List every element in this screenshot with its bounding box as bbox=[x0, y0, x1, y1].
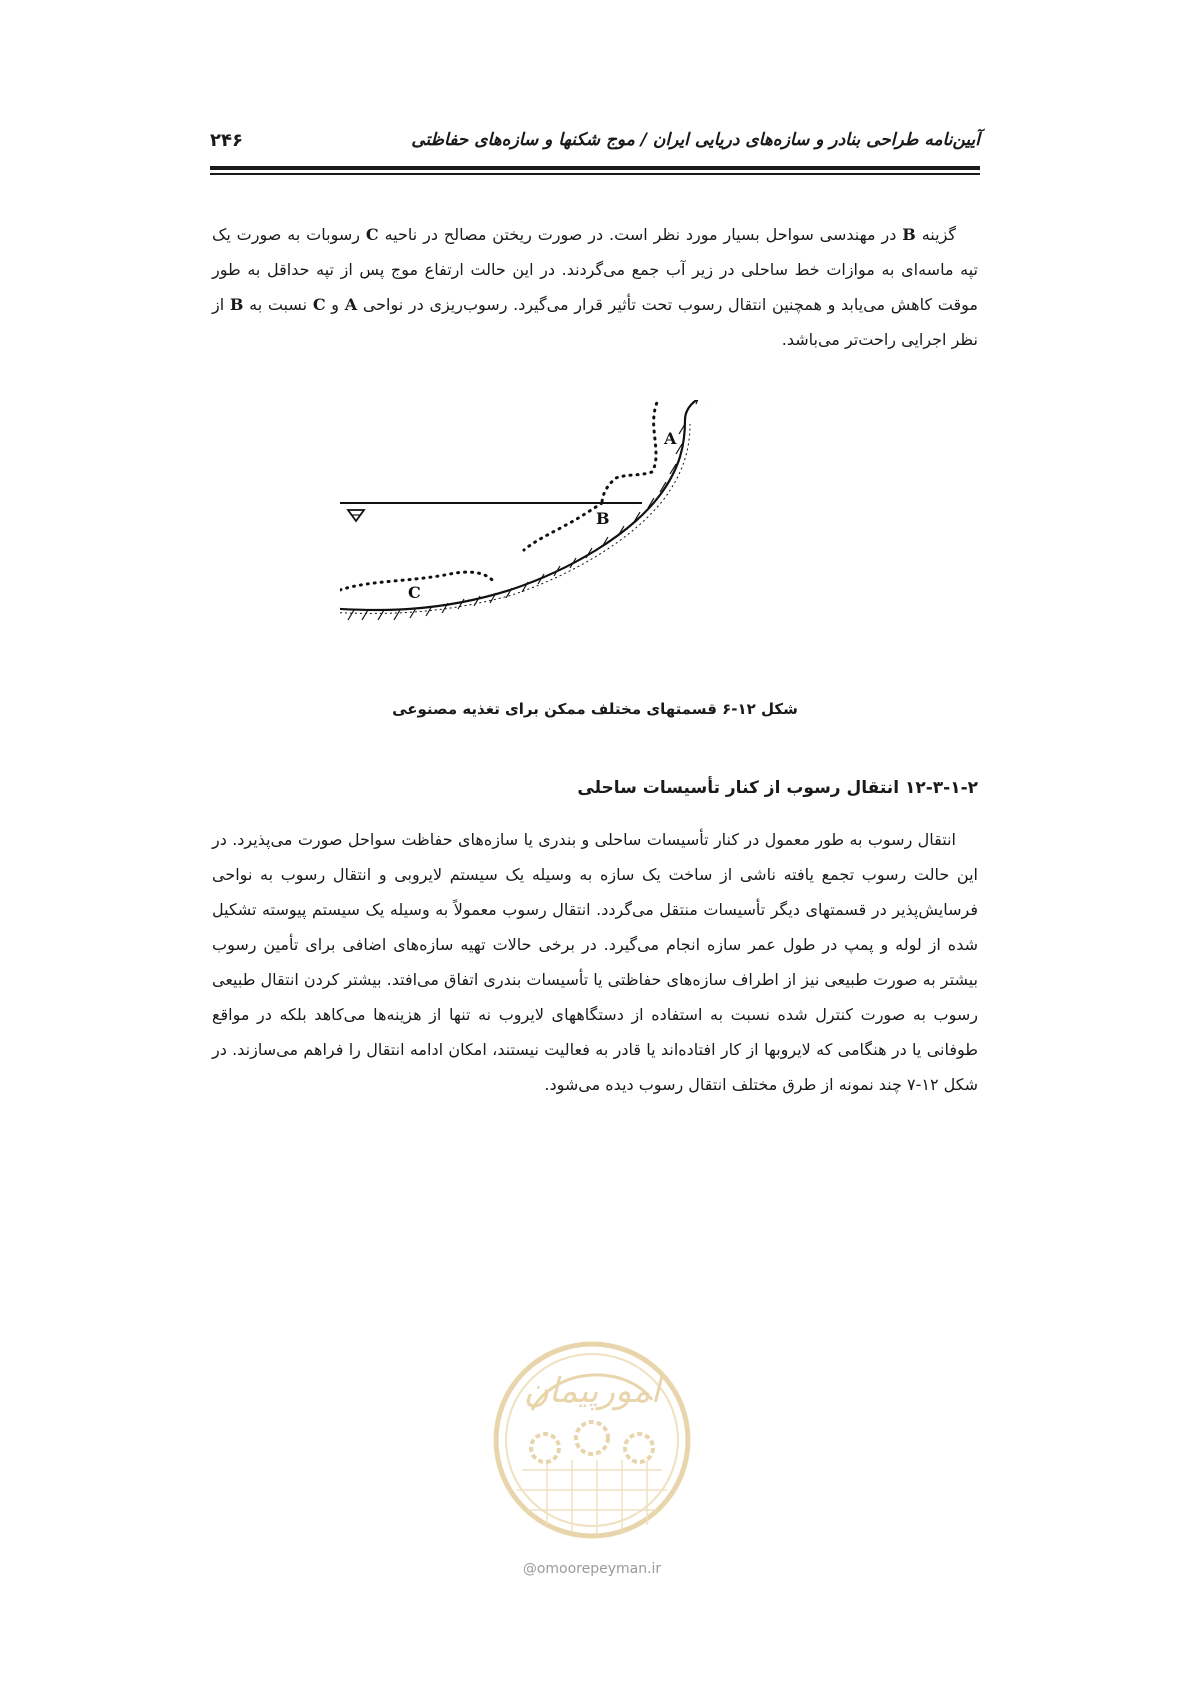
label-a: A bbox=[664, 429, 677, 448]
label-c: C bbox=[408, 583, 421, 602]
p2-text: انتقال رسوب به طور معمول در کنار تأسیسات ساحلی و بندری یا سازه‌های حفاظت سواحل صورت می‌پذیرد. در این حالت رسوب تجمع یافته ناشی از ساخت یک سازه به وسیله یک سیستم لایروبی و انتقال رسوب به نواحی فرسایش‌پذیر در قسمتهای دیگر تأسیسات منتقل می‌گردد. انتقال رسوب معمولاً به وسیله یک سیستم پیوسته تشکیل شده از لوله و پمپ در طول عمر سازه انجام می‌گیرد. در برخی حالات تهیه سازه‌های اضافی برای تأمین رسوب بیشتر به صورت طبیعی نیز از اطراف سازه‌های حفاظتی یا تأسیسات بندری اتفاق می‌افتد. بیشتر کردن انتقال طبیعی رسوب به صورت کنترل شده نسبت به استفاده از دستگاههای لایروب نه تنها از هزینه‌ها می‌کاهد بلکه در مواقع طوفانی یا در هنگامی که لایروبها از کار افتاده‌اند یا قادر به فعالیت نیستند، امکان ادامه انتقال را فراهم می‌سازند. در شکل ۱۲-۷ چند نمونه از طرق مختلف انتقال رسوب دیده می‌شود. bbox=[211, 830, 978, 1094]
p1-seg-3: رسوبات به صورت یک تپه ماسه‌ای به موازات خط ساحلی در زیر آب جمع می‌گردند. در این حالت ارتفاع موج پس از تپه حداقل به طور موقت کاهش می‌یابد و همچنین انتقال رسوب تحت تأثیر قرار می‌گیرد. رسوب‌ریزی در نواحی bbox=[212, 225, 979, 314]
p1-seg-1: گزینه bbox=[921, 225, 957, 244]
fill-zone-a bbox=[602, 400, 670, 503]
beach-profile-diagram bbox=[340, 400, 840, 680]
fill-zone-b bbox=[524, 503, 602, 550]
paragraph-1 bbox=[212, 217, 978, 357]
p1-seg-5: نسبت به bbox=[249, 295, 308, 314]
watermark-url: @omoorepeyman.ir bbox=[522, 1561, 662, 1577]
p1-letter-a-2: A bbox=[344, 295, 358, 314]
paragraph-2 bbox=[212, 822, 978, 1102]
header-title: آیین‌نامه طراحی بنادر و سازه‌های دریایی ایران / موج شکنها و سازه‌های حفاظتی bbox=[411, 130, 980, 150]
figure-caption: شکل ۱۲-۶ قسمتهای مختلف ممکن برای تغذیه مصنوعی bbox=[392, 700, 798, 718]
p1-seg-4: و bbox=[331, 295, 339, 314]
beach-nourishment-figure bbox=[340, 400, 840, 680]
watermark-seal-icon bbox=[487, 1320, 697, 1560]
p1-seg-2: در مهندسی سواحل بسیار مورد نظر است. در صورت ریختن مصالح در ناحیه bbox=[384, 225, 897, 244]
p1-letter-c-2: C bbox=[312, 295, 326, 314]
p1-seg-6: از نظر اجرایی راحت‌تر می‌باشد. bbox=[212, 295, 978, 349]
p1-letter-b: B bbox=[902, 225, 916, 244]
p1-letter-c: C bbox=[365, 225, 379, 244]
p1-letter-b-2: B bbox=[229, 295, 244, 314]
page-number: ۲۴۶ bbox=[210, 130, 243, 151]
bed-hatching bbox=[340, 400, 742, 620]
header-rule-thin bbox=[210, 173, 980, 175]
header-rule-thick bbox=[210, 166, 980, 170]
watermark-logo-text: امورپیمان bbox=[523, 1371, 661, 1411]
label-b: B bbox=[596, 509, 610, 528]
section-heading: ۱۲-۳-۱-۲ انتقال رسوب از کنار تأسیسات ساحلی bbox=[577, 778, 978, 798]
watermark-logo bbox=[487, 1320, 697, 1560]
running-header bbox=[210, 122, 980, 162]
beach-profile bbox=[340, 400, 750, 610]
